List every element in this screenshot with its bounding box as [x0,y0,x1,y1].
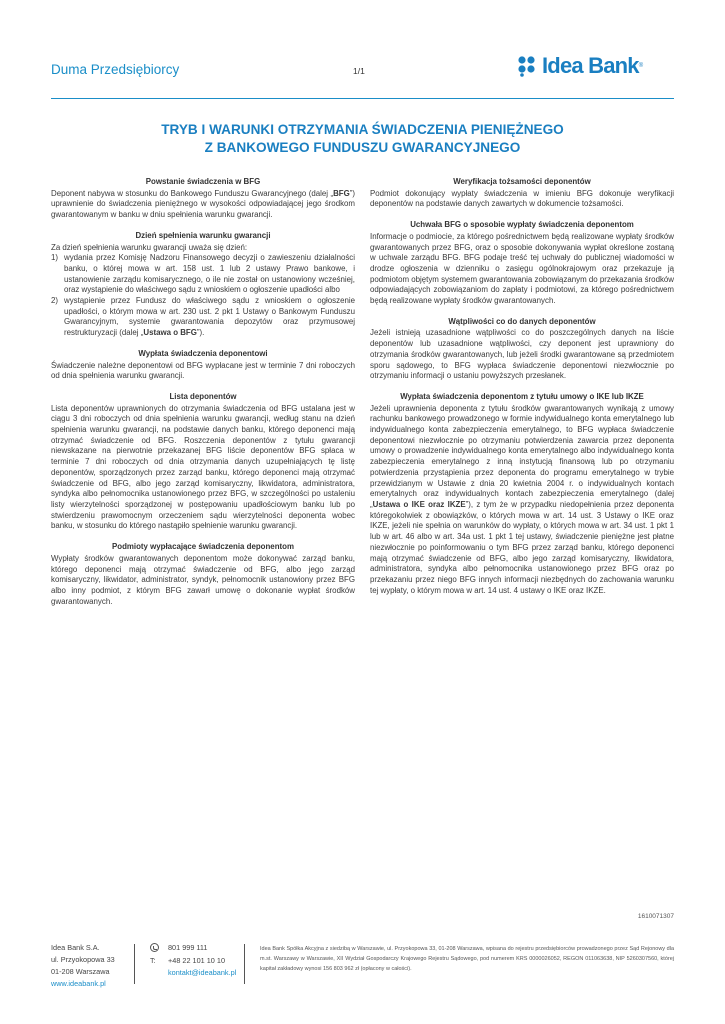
section-text [51,189,355,221]
text-span: ”) uprawnienie do świadczenia pieniężnego w wysokości odpowiadającej jego środkom gwarantowanym w banku w dniu spełnienia warunku gwarancji. [51,188,355,220]
website-link[interactable]: www.ideabank.pl [51,979,106,988]
text-span: ”), z tym że w przypadku niedopełnienia przez deponenta któregokolwiek z obowiązków, o których mowa w art. 14 ust. 3 Ustawy o IKE oraz IKZE, jeżeli nie spełnia on warunków do wypłaty, o których mowa w art. 34 ust. 1 pkt 1 lub w art. 46 albo w art. 34a ust. 1 pkt 1 tej ustawy, świadczenie pieniężne jest płatne niezwłocznie po poinformowaniu o tym BFG przez zarząd banku, którego deponenci mają otrzymać świadczenie od BFG, albo jego zarząd komisaryczny, likwidatora, administratora, syndyka albo pełnomocnika ustanowionego przez BFG oraz po przekazaniu przez niego BFG innych informacji niezbędnych do zachowania warunku tej wypłaty, o którym mowa w art. 14 ust. 4 ustawy o IKE oraz IKZE. [370,499,674,595]
section-text: Wypłaty środków gwarantowanych deponentom może dokonywać zarząd banku, którego deponenci mają otrzymać świadczenie od BFG, albo jego zarząd komisaryczny, likwidator, administrator, syndyk, pełnomocnik ustanowiony przez BFG albo inny podmiot, z którym BFG zawarł umowę o dokonanie wypłat środków gwarantowanych. [51,553,355,606]
text-span: Deponent nabywa w stosunku do Bankowego Funduszu Gwarancyjnego (dalej „ [51,188,334,198]
footer-divider [244,944,245,984]
list-text: wydania przez Komisję Nadzoru Finansowego decyzji o zawieszeniu działalności banku, o której mowa w art. 158 ust. 1 lub 2 ustawy Prawo bankowe, i ustanowienie zarządu komisarycznego, o ile nie został on ustanowiony wcześniej, oraz wystąpienie do właściwego sądu z wnioskiem o ogłoszenie upadłości albo [64,253,355,295]
logo-dots-icon [517,55,539,77]
list-text: ”). [196,328,205,338]
section-heading: Weryfikacja tożsamości deponentów [453,177,591,186]
legal-notice: Idea Bank Spółka Akcyjna z siedzibą w Warszawie, ul. Przyokopowa 33, 01-208 Warszawa, wpisana do rejestru przedsiębiorców prowadzonego przez Sąd Rejonowy dla m.st. Warszawy w Warszawie, XII Wydział Gospodarczy Krajowego Rejestru Sądowego, pod numerem KRS 0000026052, REGON 011063638, NIP 5260307560, której kapitał zakładowy wynosi 156 803 962 zł (opłacony w całości). [260,946,674,972]
street: ul. Przyokopowa 33 [51,955,115,964]
footer-divider [134,944,135,984]
company-name: Idea Bank S.A. [51,943,100,952]
section-text: Jeżeli istnieją uzasadnione wątpliwości co do poszczególnych danych na liście deponentów lub uzasadnione wątpliwości, czy deponent jest uprawniony do otrzymania środków gwarantowanych, lub jeżeli środki gwarantowane są przedmiotem sporu sądowego, to BFG wypłaca świadczenie deponentowi niezwłocznie po otrzymaniu informacji o ustaniu powyższych przesłanek. [370,328,674,381]
list-text: wystąpienie przez Fundusz do właściwego sądu z wnioskiem o ogłoszenie upadłości, o którym mowa w art. 230 ust. 2 pkt 1 Ustawy o Bankowym Funduszu Gwarancyjnym, systemie gwarantowania depozytów oraz przymusowej restrukturyzacji (dalej „ [64,296,355,338]
document-code: 1610071307 [637,913,674,920]
section-lista-deponentow [51,392,355,532]
section-podmioty-wyplacajace [51,542,355,607]
section-intro: Za dzień spełnienia warunku gwarancji uważa się dzień: [51,242,248,252]
section-heading: Wypłata świadczenia deponentom z tytułu umowy o IKE lub IKZE [400,391,644,401]
text-span: Jeżeli uprawnienia deponenta z tytułu środków gwarantowanych wynikają z umowy rachunku bankowego prowadzonego w formie indywidualnego konta emerytalnego lub indywidualnego konta zabezpieczenia emerytalnego, to BFG wypłaca świadczenie deponentowi niezwłocznie po otrzymaniu potwierdzenia zawarcia przez deponenta umowy o prowadzenie indywidualnego konta emerytalnego albo indywidualnego konta zabezpieczenia emerytalnego z inną instytucją finansową lub po otrzymaniu potwierdzenia przystąpienia przez deponenta do programu emerytalnego w trybie przewidzianym w Ustawie z dnia 20 kwietnia 2004 r. o indywidualnych kontach emerytalnych oraz indywidualnych kontach zabezpieczenia emerytalnego (dalej „ [370,403,674,509]
conditions-list [51,253,355,339]
right-column [370,177,674,606]
tel-row [150,955,255,967]
page-header [0,0,725,100]
section-heading: Powstanie świadczenia w BFG [145,177,261,186]
idea-bank-logo [517,53,643,79]
header-divider [51,98,674,99]
logo-text: Idea Bank [542,53,639,78]
section-text: Podmiot dokonujący wypłaty świadczenia w imieniu BFG dokonuje weryfikacji deponentów na podstawie danych zawartych w dokumencie tożsamości. [370,188,674,209]
bfg-term: BFG [333,188,350,198]
email-spacer [150,967,168,979]
phone-number: 801 999 111 [168,943,208,952]
section-watpliwosci [370,317,674,382]
tel-number: +48 22 101 10 10 [168,956,226,965]
email-row [150,967,255,979]
footer-contact [150,942,255,979]
list-item [51,296,355,339]
section-text: Lista deponentów uprawnionych do otrzymania świadczenia od BFG ustalana jest w ciągu 3 dni roboczych od dnia spełnienia warunku gwarancji, według stanu na dzień spełnienia warunku gwarancji, na podstawie danych banku, którego deponenci mają otrzymać świadczenie od BFG. Roszczenia deponentów z tytułu gwarancji niewskazane na pierwotnie przekazanej BFG liście deponentów BFG spłaca w terminie 7 dni roboczych od dnia otrzymania danych uzupełniających tę listę deponentów, sporządzonych przez zarząd banku, którego deponenci mają otrzymać świadczenie od BFG, albo jego zarząd komisaryczny, likwidatora, administratora, syndyka albo pełnomocnika ustanowionego przez BFG, w szczególności po ustaleniu listy wierzytelności sporządzonej w postępowaniu upadłościowym banku lub po stwierdzeniu prawomocnym orzeczeniem sądu wierzytelności deponenta wobec banku, w stosunku do którego nastąpiło spełnienie warunku gwarancji. [51,403,355,531]
ustawa-ike-term: Ustawa o IKE oraz IKZE [372,499,466,509]
section-text [370,404,674,597]
list-number: 1) [51,253,59,263]
section-heading: Lista deponentów [169,391,237,401]
section-ike-ikze [370,392,674,596]
section-heading: Dzień spełnienia warunku gwarancji [135,230,271,240]
section-weryfikacja-tozsamosci [370,177,674,210]
title-line-1: TRYB I WARUNKI OTRZYMANIA ŚWIADCZENIA PIENIĘŻNEGO [161,122,564,137]
header-title: Duma Przedsiębiorcy [51,62,180,77]
list-item [51,253,355,296]
phone-row [150,942,255,955]
section-text: Świadczenie należne deponentowi od BFG wypłacane jest w terminie 7 dni roboczych od dnia spełnienia warunku gwarancji. [51,360,355,381]
page-footer [51,942,674,992]
page-number: 1/1 [353,66,365,76]
section-heading: Wątpliwości co do danych deponentów [448,316,596,326]
left-column [51,177,355,617]
city: 01-208 Warszawa [51,967,110,976]
section-heading: Wypłata świadczenia deponentowi [138,348,268,358]
section-text: Informacje o podmiocie, za którego pośrednictwem będą realizowane wypłaty środków gwarantowanych przez BFG, oraz o sposobie dokonywania wypłat określone zostaną w uchwale zarządu BFG. BFG podaje treść tej uchwały do publicznej wiadomości w drodze ogłoszenia w dzienniku o zasięgu ogólnokrajowym oraz przekazuje ją podmiotom objętym systemem gwarantowania zobowiązanym do przekazania środków odpowiadających zobowiązaniom do zapłaty i podmiotowi, za którego pośrednictwem będą realizowane wypłaty środków gwarantowanych. [370,231,674,306]
section-wyplata-swiadczenia [51,349,355,382]
list-number: 2) [51,296,59,306]
section-heading: Podmioty wypłacające świadczenia deponentom [112,542,294,552]
footer-address [51,942,131,990]
logo-registered-mark: ® [638,63,644,69]
document-title [51,121,674,157]
section-dzien-spelnienia [51,231,355,339]
tel-label: T: [150,956,156,965]
phone-label [150,942,168,955]
email-link[interactable]: kontakt@ideabank.pl [168,968,237,977]
phone-icon [150,943,159,952]
title-line-2: Z BANKOWEGO FUNDUSZU GWARANCYJNEGO [204,140,521,155]
section-heading: Uchwała BFG o sposobie wypłaty świadczenia deponentom [410,220,634,230]
section-uchwala-bfg [370,220,674,307]
ustawa-bfg-term: Ustawa o BFG [143,328,197,338]
section-powstanie-swiadczenia [51,177,355,221]
